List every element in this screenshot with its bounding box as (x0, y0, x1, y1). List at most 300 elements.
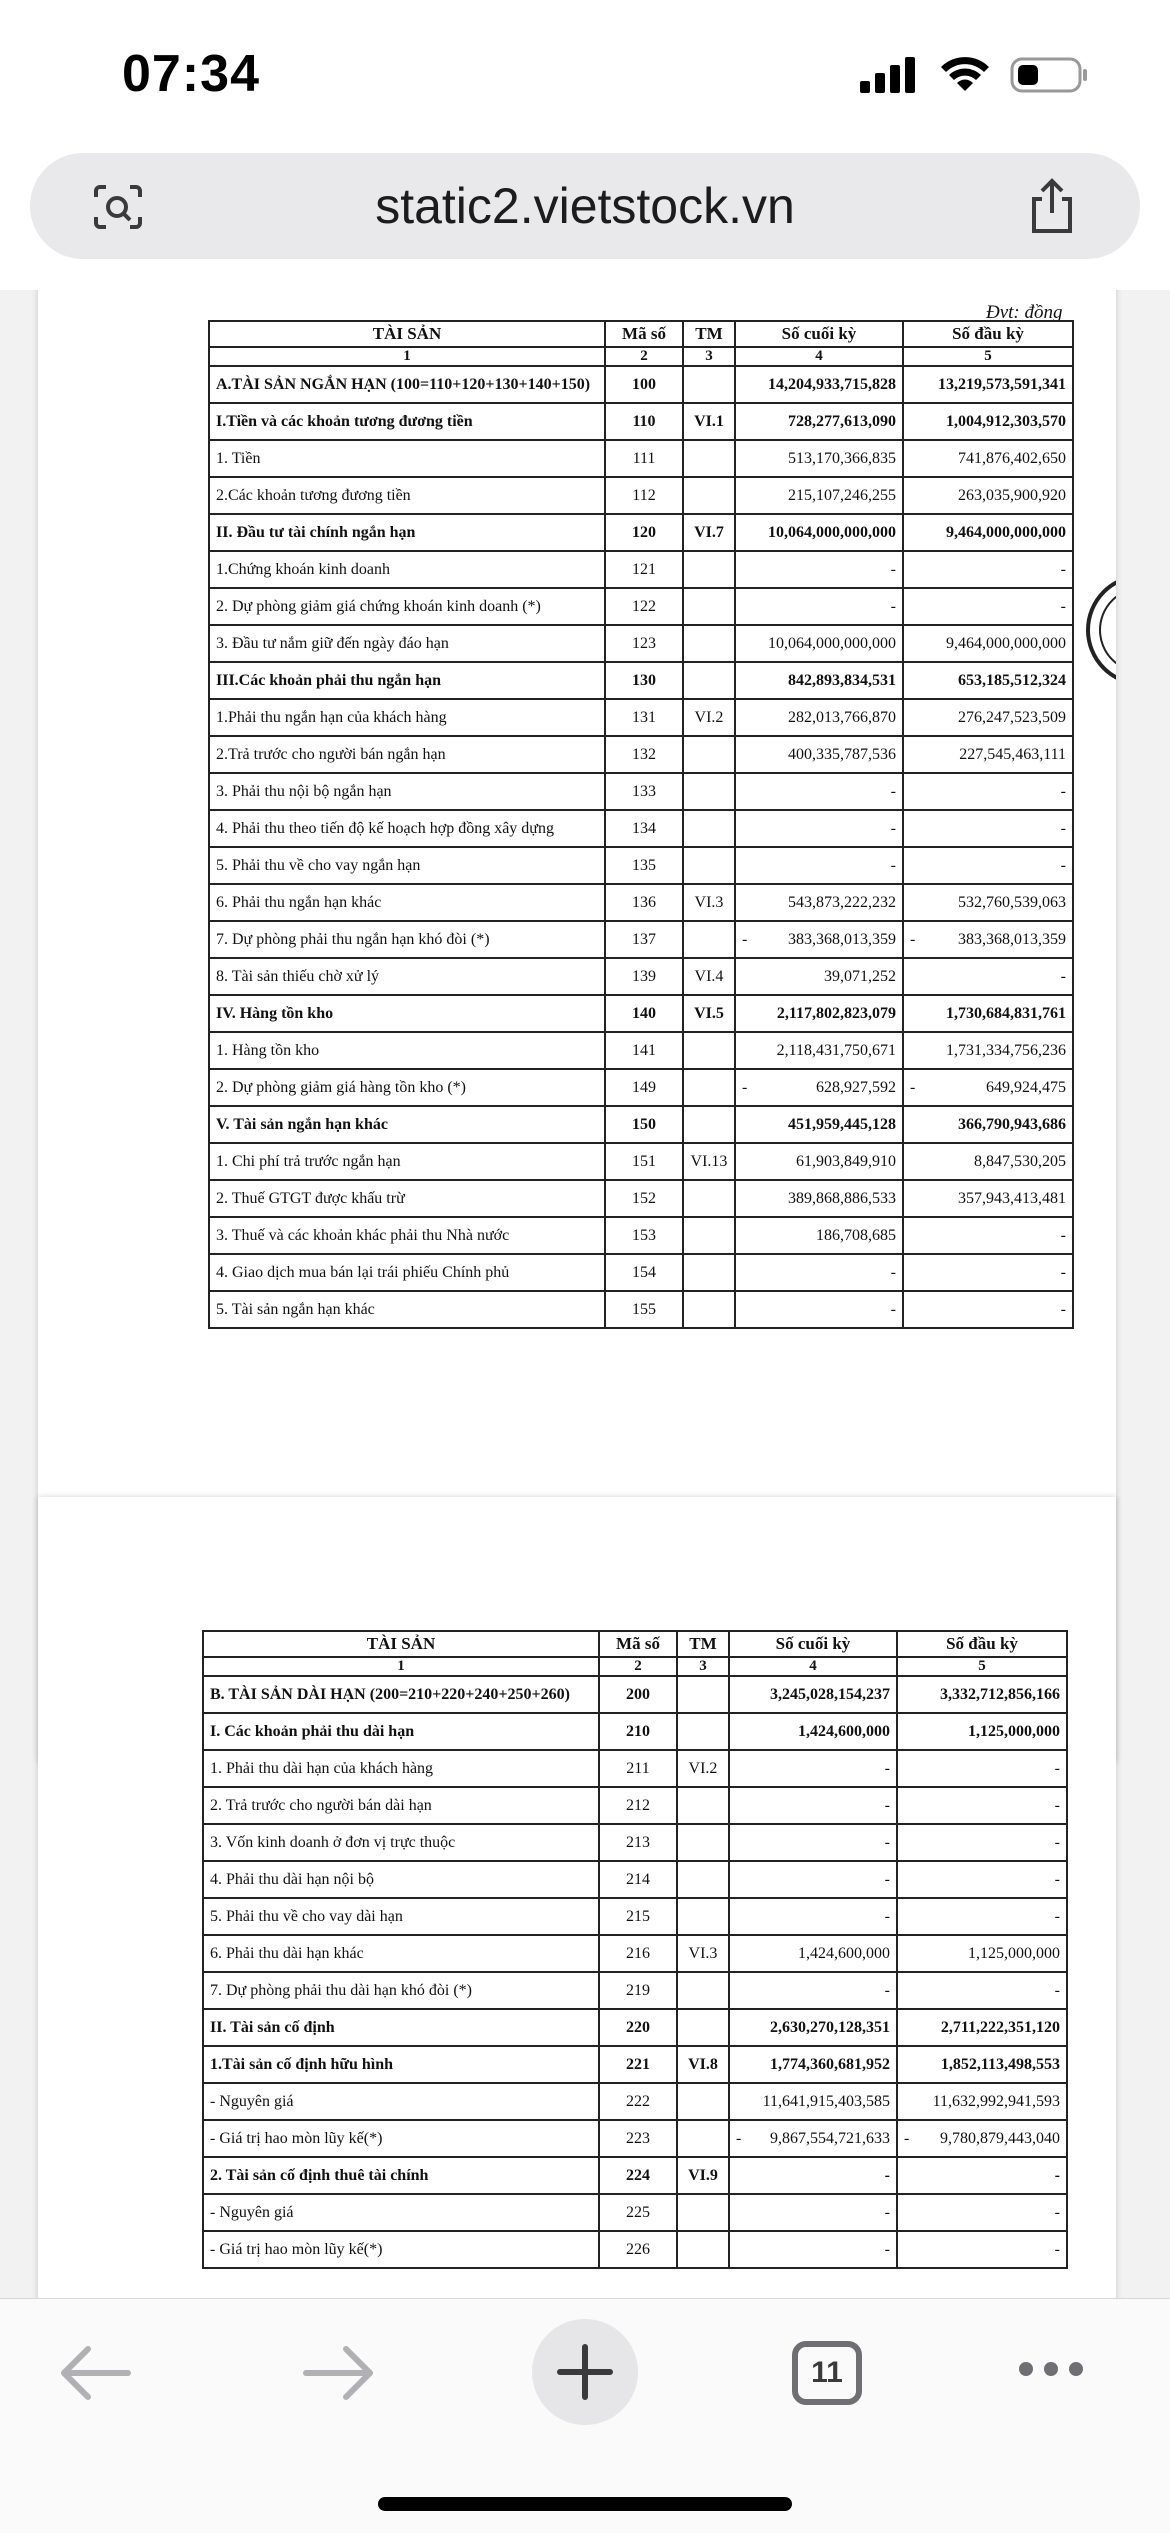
row-end-value-text: 10,064,000,000,000 (768, 634, 896, 652)
row-end-value-text: 728,277,613,090 (788, 412, 896, 430)
row-note (683, 958, 735, 995)
row-note (683, 625, 735, 662)
row-label-text: 1. Hàng tồn kho (216, 1041, 320, 1059)
row-label-text: 5. Phải thu về cho vay dài hạn (210, 1907, 403, 1925)
row-note-text: VI.5 (694, 1004, 724, 1022)
row-note (683, 699, 735, 736)
plus-icon (532, 2319, 638, 2425)
row-label (203, 2231, 599, 2268)
row-label (203, 2009, 599, 2046)
header-note: TM (677, 1631, 729, 1657)
row-code-text: 136 (632, 893, 656, 911)
row-begin-value-text: 9,780,879,443,040 (940, 2129, 1060, 2147)
row-label (203, 1787, 599, 1824)
row-begin-value (897, 1861, 1067, 1898)
row-end-value (729, 1676, 897, 1713)
row-code (599, 1713, 677, 1750)
row-begin-value (903, 440, 1073, 477)
row-begin-value-text: 532,760,539,063 (958, 893, 1066, 911)
row-begin-value (903, 995, 1073, 1032)
row-label (203, 2120, 599, 2157)
row-end-value (729, 1935, 897, 1972)
row-begin-value (903, 921, 1073, 958)
row-code (605, 810, 683, 847)
row-begin-value-text: 1,731,334,756,236 (946, 1041, 1066, 1059)
row-end-value-text: - (884, 1870, 890, 1888)
row-end-value (729, 2046, 897, 2083)
cellular-signal-icon (858, 55, 920, 95)
row-end-value-text: 215,107,246,255 (788, 486, 896, 504)
row-note (677, 1898, 729, 1935)
row-begin-value (897, 1898, 1067, 1935)
row-begin-value (903, 1143, 1073, 1180)
row-label (203, 1972, 599, 2009)
table-row (209, 736, 1073, 773)
table-row (209, 440, 1073, 477)
row-code-text: 215 (626, 1907, 650, 1925)
header-begin-period: Số đầu kỳ (897, 1631, 1067, 1657)
table-row (209, 699, 1073, 736)
row-begin-value (897, 2009, 1067, 2046)
row-code-text: 132 (632, 745, 656, 763)
row-label (203, 1824, 599, 1861)
row-code-text: 216 (626, 1944, 650, 1962)
row-note-text: VI.2 (688, 1759, 718, 1777)
more-options-icon[interactable] (1016, 2359, 1086, 2379)
row-label-text: 8. Tài sản thiếu chờ xử lý (216, 967, 380, 985)
row-code (605, 1032, 683, 1069)
row-label-text: A.TÀI SẢN NGẮN HẠN (100=110+120+130+140+150) (216, 375, 591, 393)
row-end-value (735, 1291, 903, 1328)
row-label (209, 514, 605, 551)
row-note (683, 588, 735, 625)
row-code-text: 219 (626, 1981, 650, 1999)
row-label (209, 440, 605, 477)
row-label-text: 2. Trả trước cho người bán dài hạn (210, 1796, 432, 1814)
table-row (209, 884, 1073, 921)
row-end-value (735, 440, 903, 477)
row-end-value-text: - (884, 1759, 890, 1777)
row-label-text: 4. Phải thu dài hạn nội bộ (210, 1870, 374, 1888)
row-label (209, 1291, 605, 1328)
row-label-text: - Nguyên giá (210, 2092, 294, 2110)
table-row (203, 2046, 1067, 2083)
row-label (203, 1750, 599, 1787)
table-body (209, 366, 1073, 1328)
row-label (203, 2157, 599, 2194)
table-row (203, 2120, 1067, 2157)
row-note (683, 662, 735, 699)
url-text[interactable]: static2.vietstock.vn (375, 178, 795, 234)
table-row (209, 921, 1073, 958)
row-note (683, 773, 735, 810)
row-end-value (735, 736, 903, 773)
row-note (683, 1254, 735, 1291)
row-begin-value (897, 2194, 1067, 2231)
row-code-text: 130 (632, 671, 656, 689)
table-row (209, 1032, 1073, 1069)
row-begin-value-text: - (1060, 1300, 1066, 1318)
row-end-value-text: 10,064,000,000,000 (768, 523, 896, 541)
row-end-value (729, 1713, 897, 1750)
back-arrow-icon[interactable] (58, 2343, 134, 2403)
row-begin-value-text: - (1060, 856, 1066, 874)
row-end-value-text: 1,424,600,000 (798, 1944, 890, 1962)
row-end-value-text: - (884, 2240, 890, 2258)
table-row (203, 2231, 1067, 2268)
table-row (209, 514, 1073, 551)
row-label (209, 1143, 605, 1180)
table-row (203, 2083, 1067, 2120)
row-end-value-text: - (890, 819, 896, 837)
row-note (677, 2157, 729, 2194)
row-end-value-text: 3,245,028,154,237 (770, 1685, 890, 1703)
negative-sign: - (904, 2129, 910, 2147)
table-row (203, 1713, 1067, 1750)
header-assets: TÀI SẢN (209, 321, 605, 347)
row-end-value-text: - (884, 2203, 890, 2221)
table-row (203, 1972, 1067, 2009)
row-begin-value-text: 1,125,000,000 (968, 1722, 1060, 1740)
row-note (683, 921, 735, 958)
row-label-text: 3. Phải thu nội bộ ngắn hạn (216, 782, 392, 800)
row-begin-value (903, 1254, 1073, 1291)
row-begin-value-text: - (1060, 1263, 1066, 1281)
row-begin-value (897, 1713, 1067, 1750)
row-end-value-text: 2,630,270,128,351 (770, 2018, 890, 2036)
table-row (203, 2157, 1067, 2194)
row-code (605, 921, 683, 958)
row-label (209, 1032, 605, 1069)
row-begin-value-text: 3,332,712,856,166 (940, 1685, 1060, 1703)
col-number: 5 (897, 1657, 1067, 1676)
row-end-value (729, 2194, 897, 2231)
row-end-value-text: - (884, 1796, 890, 1814)
row-code-text: 141 (632, 1041, 656, 1059)
row-label (209, 662, 605, 699)
row-begin-value (897, 2120, 1067, 2157)
row-code-text: 131 (632, 708, 656, 726)
row-begin-value-text: 1,004,912,303,570 (946, 412, 1066, 430)
row-label-text: 3. Thuế và các khoản khác phải thu Nhà nước (216, 1226, 510, 1244)
row-begin-value-text: 1,125,000,000 (968, 1944, 1060, 1962)
row-begin-value (903, 588, 1073, 625)
row-note (683, 1180, 735, 1217)
row-begin-value-text: 11,632,992,941,593 (932, 2092, 1060, 2110)
row-code-text: 155 (632, 1300, 656, 1318)
battery-icon (1010, 55, 1090, 95)
col-number: 2 (599, 1657, 677, 1676)
table-row (209, 403, 1073, 440)
header-code: Mã số (605, 321, 683, 347)
row-note (677, 1824, 729, 1861)
row-begin-value-text: 9,464,000,000,000 (946, 523, 1066, 541)
row-label-text: 2. Dự phòng giảm giá chứng khoán kinh doanh (*) (216, 597, 541, 615)
status-time: 07:34 (122, 45, 260, 103)
row-begin-value (903, 1032, 1073, 1069)
col-number: 5 (903, 347, 1073, 366)
row-begin-value-text: - (1060, 782, 1066, 800)
row-code-text: 133 (632, 782, 656, 800)
row-end-value-text: 842,893,834,531 (788, 671, 896, 689)
row-code (605, 847, 683, 884)
row-note (677, 2120, 729, 2157)
table-row (209, 995, 1073, 1032)
row-begin-value-text: 653,185,512,324 (958, 671, 1066, 689)
row-begin-value (903, 477, 1073, 514)
row-code (605, 1069, 683, 1106)
row-end-value-text: - (884, 1833, 890, 1851)
row-code-text: 150 (632, 1115, 656, 1133)
row-end-value-text: 513,170,366,835 (788, 449, 896, 467)
negative-sign: - (910, 1078, 916, 1096)
home-indicator (378, 2497, 792, 2511)
document-viewer[interactable] (0, 290, 1170, 2298)
row-label-text: - Nguyên giá (210, 2203, 294, 2221)
table-row (203, 1787, 1067, 1824)
row-note (683, 736, 735, 773)
row-end-value (729, 2009, 897, 2046)
row-note (683, 551, 735, 588)
row-note-text: VI.3 (688, 1944, 718, 1962)
row-code (605, 1291, 683, 1328)
header-note: TM (683, 321, 735, 347)
status-icons (858, 55, 1090, 95)
row-end-value-text: - (890, 1263, 896, 1281)
row-code (599, 1676, 677, 1713)
row-end-value-text: 2,118,431,750,671 (776, 1041, 896, 1059)
row-begin-value-text: - (1054, 1759, 1060, 1777)
row-label-text: IV. Hàng tồn kho (216, 1004, 334, 1022)
pdf-page-2 (38, 1497, 1116, 2298)
row-label (209, 921, 605, 958)
address-bar[interactable] (30, 153, 1140, 259)
row-end-value-text: - (890, 597, 896, 615)
status-bar (0, 0, 1170, 150)
row-label-text: I.Tiền và các khoản tương đương tiền (216, 412, 473, 430)
row-note-text: VI.8 (688, 2055, 718, 2073)
row-code (599, 2194, 677, 2231)
row-label (209, 958, 605, 995)
row-code-text: 221 (626, 2055, 650, 2073)
table-row (209, 1143, 1073, 1180)
row-code (599, 1935, 677, 1972)
row-code-text: 226 (626, 2240, 650, 2258)
row-label (203, 2083, 599, 2120)
row-note (683, 440, 735, 477)
row-label-text: 5. Phải thu về cho vay ngắn hạn (216, 856, 421, 874)
row-label (209, 366, 605, 403)
row-begin-value-text: - (1054, 2240, 1060, 2258)
row-note-text: VI.1 (694, 412, 724, 430)
row-label-text: 1.Phải thu ngắn hạn của khách hàng (216, 708, 447, 726)
row-code (599, 2231, 677, 2268)
row-code (605, 440, 683, 477)
row-end-value (735, 588, 903, 625)
row-code-text: 153 (632, 1226, 656, 1244)
row-end-value-text: - (890, 560, 896, 578)
row-begin-value-text: 276,247,523,509 (958, 708, 1066, 726)
table-row (209, 366, 1073, 403)
row-code-text: 139 (632, 967, 656, 985)
row-note (683, 995, 735, 1032)
row-label (203, 1713, 599, 1750)
row-begin-value (897, 1750, 1067, 1787)
row-end-value-text: - (890, 856, 896, 874)
row-code (605, 699, 683, 736)
browser-toolbar (0, 2298, 1170, 2533)
row-label (209, 1180, 605, 1217)
row-begin-value-text: 9,464,000,000,000 (946, 634, 1066, 652)
row-note (683, 847, 735, 884)
row-code (605, 1106, 683, 1143)
row-code (605, 884, 683, 921)
col-number: 2 (605, 347, 683, 366)
row-code (605, 773, 683, 810)
forward-arrow-icon[interactable] (300, 2343, 376, 2403)
row-begin-value-text: 2,711,222,351,120 (940, 2018, 1060, 2036)
row-code-text: 123 (632, 634, 656, 652)
row-label-text: 3. Đầu tư nắm giữ đến ngày đáo hạn (216, 634, 449, 652)
row-end-value (735, 477, 903, 514)
row-end-value-text: 61,903,849,910 (796, 1152, 896, 1170)
row-label (203, 1861, 599, 1898)
row-note (683, 1143, 735, 1180)
row-end-value (735, 1217, 903, 1254)
row-note (677, 2194, 729, 2231)
row-begin-value-text: 649,924,475 (986, 1078, 1066, 1096)
row-note-text: VI.3 (694, 893, 724, 911)
row-label (209, 403, 605, 440)
row-label (203, 1676, 599, 1713)
row-label-text: 1.Tài sản cố định hữu hình (210, 2055, 394, 2073)
row-code-text: 140 (632, 1004, 656, 1022)
row-end-value (735, 958, 903, 995)
row-code (599, 1861, 677, 1898)
row-begin-value (903, 625, 1073, 662)
new-tab-button[interactable] (532, 2319, 638, 2425)
row-code-text: 222 (626, 2092, 650, 2110)
row-end-value-text: 1,424,600,000 (798, 1722, 890, 1740)
col-number: 4 (729, 1657, 897, 1676)
row-note (677, 1713, 729, 1750)
row-code-text: 152 (632, 1189, 656, 1207)
row-code (605, 958, 683, 995)
row-end-value (729, 1824, 897, 1861)
row-code (605, 514, 683, 551)
row-code (599, 1750, 677, 1787)
table-row (209, 1180, 1073, 1217)
row-begin-value (897, 1787, 1067, 1824)
row-code-text: 200 (626, 1685, 650, 1703)
row-begin-value-text: - (1060, 967, 1066, 985)
table-row (203, 1935, 1067, 1972)
row-end-value-text: - (890, 1300, 896, 1318)
row-begin-value (897, 1972, 1067, 2009)
row-code (599, 2157, 677, 2194)
share-icon[interactable] (1026, 177, 1078, 235)
row-code (599, 1972, 677, 2009)
row-end-value (735, 1106, 903, 1143)
row-label-text: 6. Phải thu dài hạn khác (210, 1944, 364, 1962)
row-label (203, 1935, 599, 1972)
row-label (209, 847, 605, 884)
row-begin-value-text: - (1054, 2166, 1060, 2184)
row-code (605, 1143, 683, 1180)
row-begin-value-text: 13,219,573,591,341 (938, 375, 1066, 393)
row-begin-value-text: 8,847,530,205 (974, 1152, 1066, 1170)
row-begin-value (903, 662, 1073, 699)
row-note (677, 1750, 729, 1787)
row-note (683, 1217, 735, 1254)
row-code-text: 223 (626, 2129, 650, 2147)
row-end-value-text: 400,335,787,536 (788, 745, 896, 763)
row-note (683, 366, 735, 403)
row-code-text: 149 (632, 1078, 656, 1096)
row-code-text: 210 (626, 1722, 650, 1740)
row-label (209, 736, 605, 773)
row-code (599, 1824, 677, 1861)
table-row (209, 958, 1073, 995)
row-begin-value (903, 1106, 1073, 1143)
tab-switcher-button[interactable]: 11 (792, 2341, 862, 2405)
col-number: 1 (209, 347, 605, 366)
row-code-text: 120 (632, 523, 656, 541)
row-code (605, 995, 683, 1032)
row-note-text: VI.9 (688, 2166, 718, 2184)
row-code (605, 551, 683, 588)
row-end-value-text: 1,774,360,681,952 (770, 2055, 890, 2073)
table-row (209, 1106, 1073, 1143)
header-code: Mã số (599, 1631, 677, 1657)
row-begin-value (903, 366, 1073, 403)
table-row (203, 1676, 1067, 1713)
row-begin-value (903, 1180, 1073, 1217)
row-code (599, 2009, 677, 2046)
row-begin-value (903, 847, 1073, 884)
row-begin-value (903, 773, 1073, 810)
row-end-value-text: - (890, 782, 896, 800)
table-row (203, 1898, 1067, 1935)
row-end-value-text: 628,927,592 (816, 1078, 896, 1096)
row-code-text: 111 (632, 449, 656, 467)
row-end-value (729, 2157, 897, 2194)
row-label-text: 4. Giao dịch mua bán lại trái phiếu Chính phủ (216, 1263, 510, 1281)
row-label-text: 3. Vốn kinh doanh ở đơn vị trực thuộc (210, 1833, 456, 1851)
table-body (203, 1676, 1067, 2268)
row-end-value (735, 403, 903, 440)
row-code (605, 403, 683, 440)
row-code-text: 100 (632, 375, 656, 393)
table-row (209, 847, 1073, 884)
table-row (209, 551, 1073, 588)
row-note (683, 1069, 735, 1106)
row-end-value (735, 662, 903, 699)
row-note-text: VI.2 (694, 708, 724, 726)
row-label (209, 1069, 605, 1106)
table-row (209, 477, 1073, 514)
row-code (605, 1180, 683, 1217)
row-label-text: - Giá trị hao mòn lũy kế(*) (210, 2129, 383, 2147)
negative-sign: - (736, 2129, 742, 2147)
row-begin-value (903, 958, 1073, 995)
row-note (677, 2083, 729, 2120)
row-label-text: 1.Chứng khoán kinh doanh (216, 560, 390, 578)
row-begin-value (903, 514, 1073, 551)
table-row (209, 773, 1073, 810)
row-label-text: 2. Dự phòng giảm giá hàng tồn kho (*) (216, 1078, 466, 1096)
row-code-text: 135 (632, 856, 656, 874)
